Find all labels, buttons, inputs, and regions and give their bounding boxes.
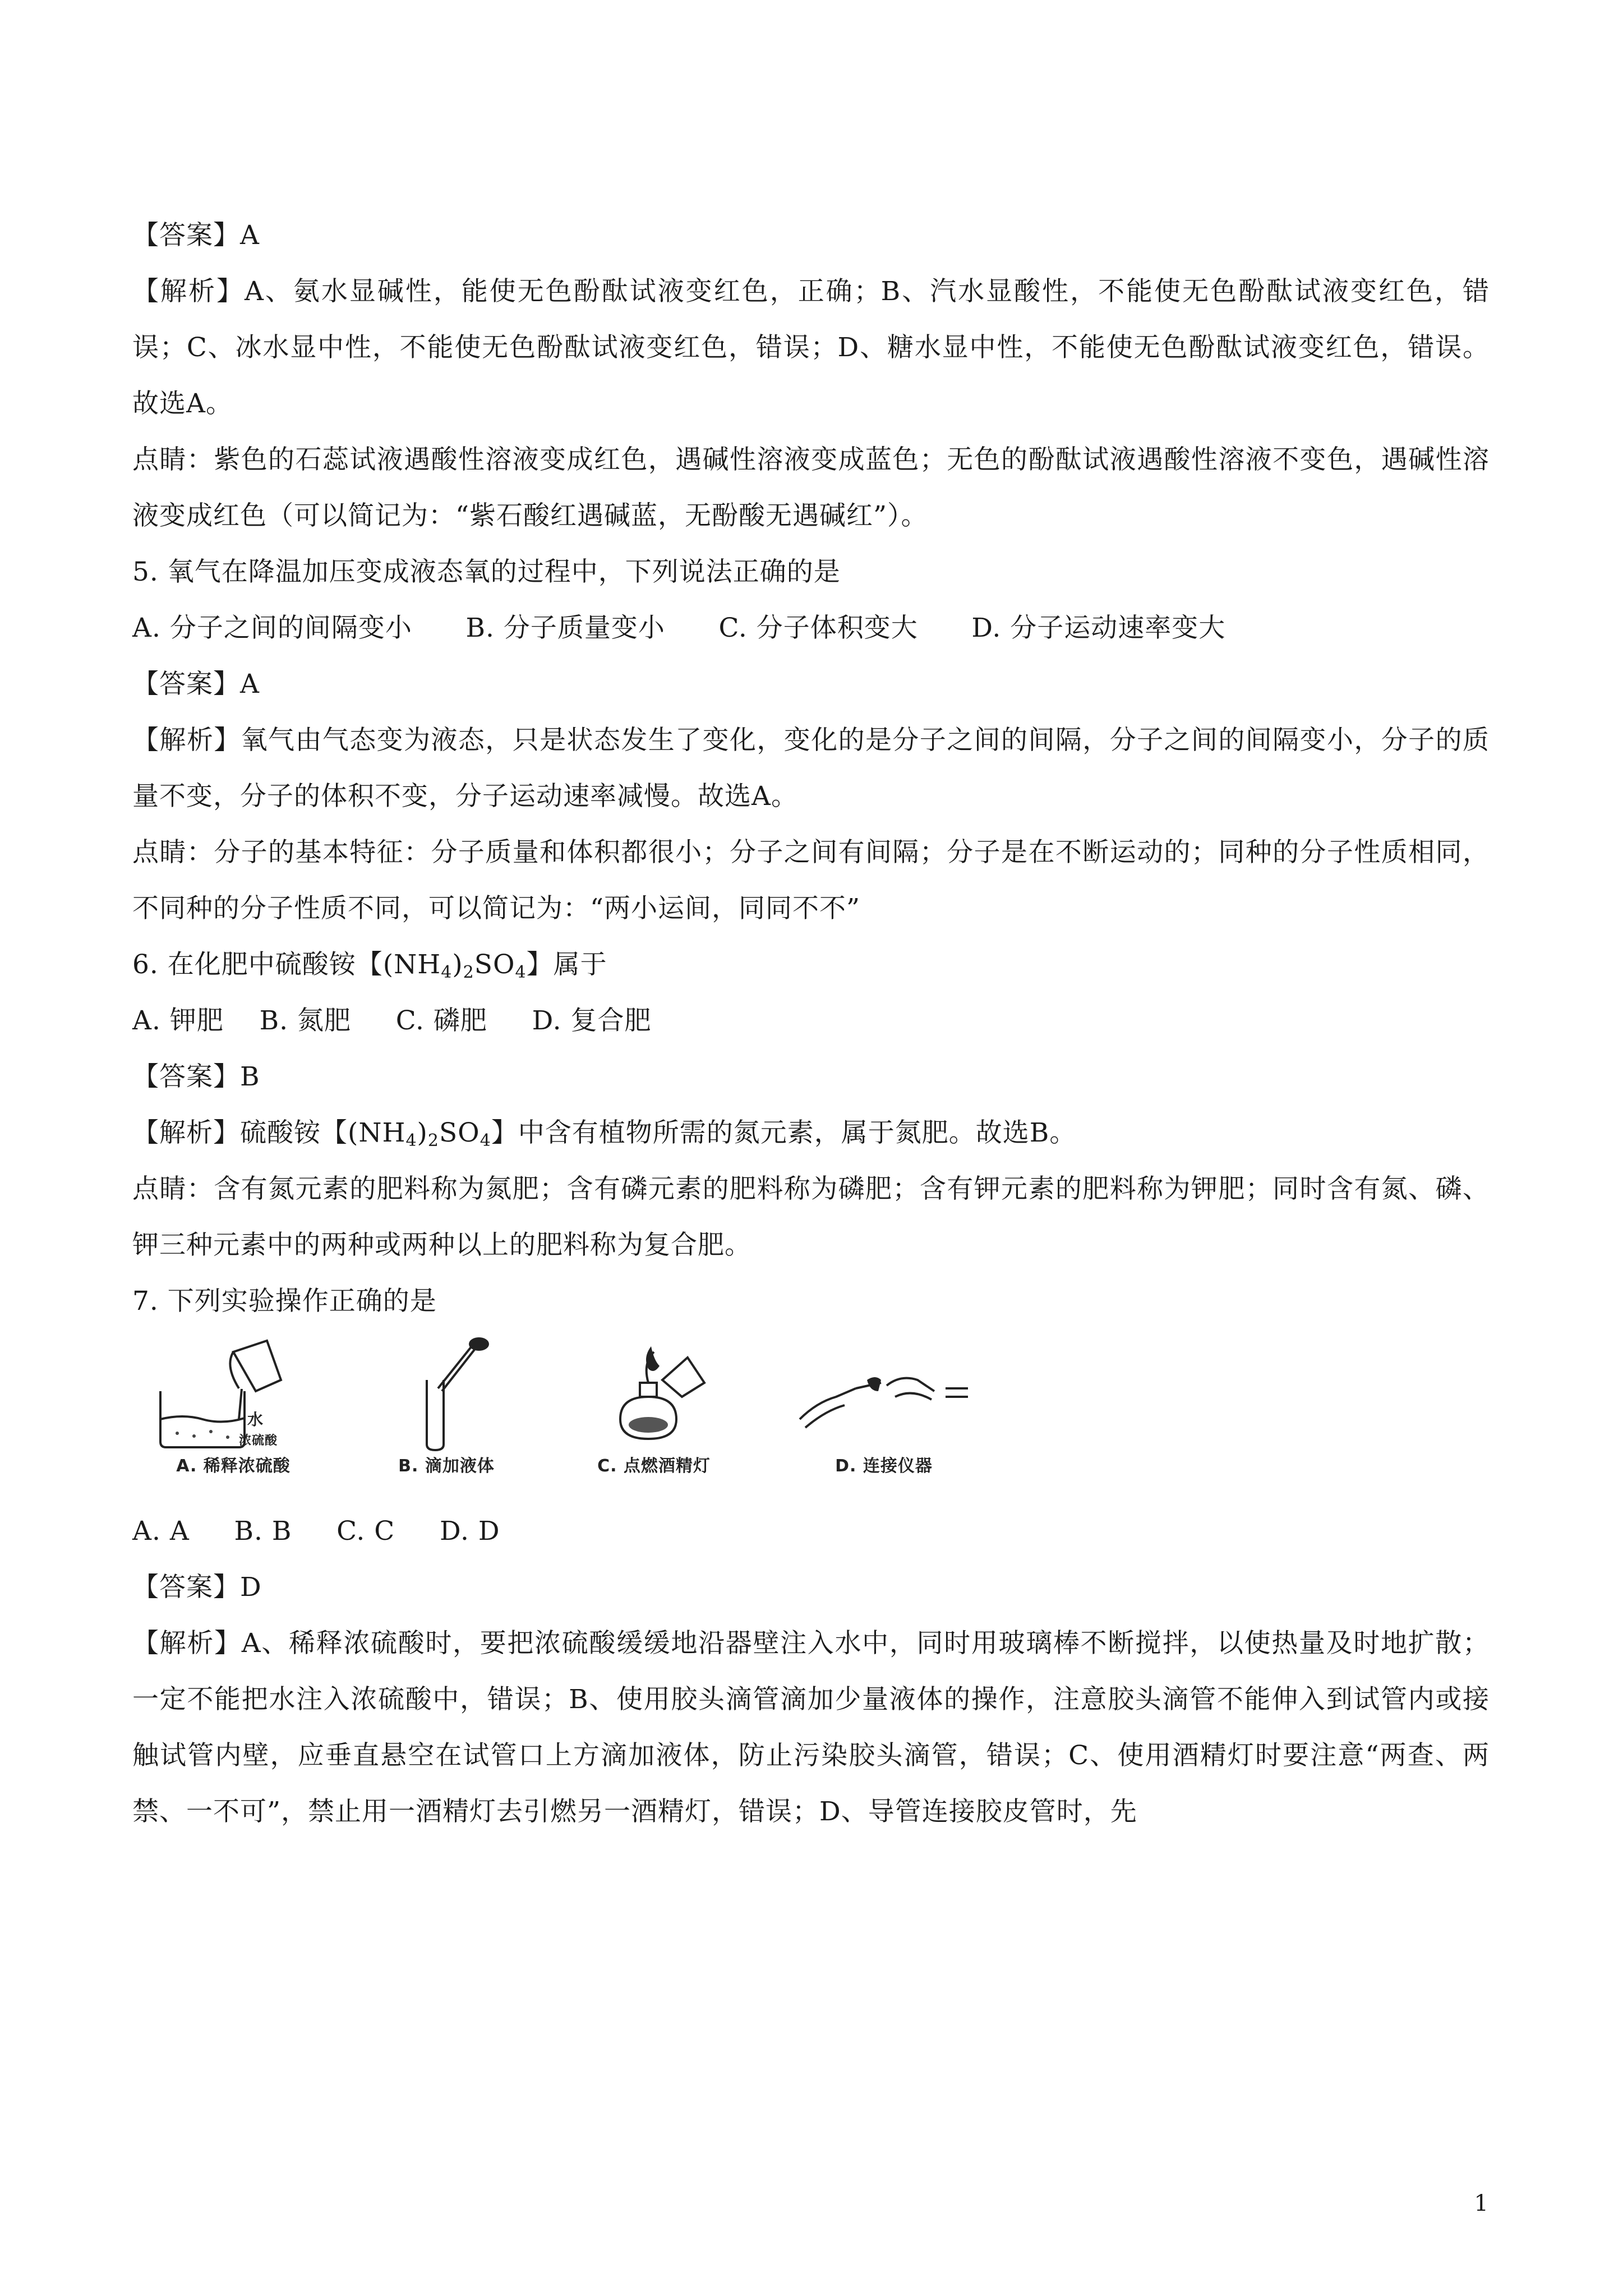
q6-options	[132, 993, 1490, 1049]
q6-tip: 点睛：含有氮元素的肥料称为氮肥；含有磷元素的肥料称为磷肥；含有钾元素的肥料称为钾肥；同时含有氮、磷、钾三种元素中的两种或两种以上的肥料称为复合肥。	[132, 1174, 1490, 1260]
q6-option-b: B. 氮肥	[259, 1005, 352, 1036]
q7-answer: 【答案】D	[132, 1572, 262, 1603]
caption-c: C. 点燃酒精灯	[597, 1456, 711, 1476]
beaker-pouring-icon	[149, 1335, 317, 1453]
caption-b: B. 滴加液体	[398, 1456, 495, 1476]
q6-option-a: A. 钾肥	[132, 1005, 224, 1036]
subscript: 4	[479, 1131, 491, 1151]
subscript: 4	[515, 963, 527, 982]
q5-question: 5. 氧气在降温加压变成液态氧的过程中，下列说法正确的是	[132, 556, 841, 587]
figure-a	[149, 1335, 317, 1478]
q4-answer: 【答案】A	[132, 220, 260, 251]
q6-answer: 【答案】B	[132, 1061, 260, 1092]
q7-option-c: C. C	[336, 1516, 395, 1547]
figure-d	[783, 1335, 985, 1478]
acid-label: 浓硫酸	[239, 1434, 278, 1448]
dropper-test-tube-icon	[374, 1335, 519, 1453]
q5-option-c: C. 分子体积变大	[718, 613, 918, 643]
q5-analysis: 【解析】氧气由气态变为液态，只是状态发生了变化，变化的是分子之间的间隔，分子之间的间隔变小，分子的质量不变，分子的体积不变，分子运动速率减慢。故选A。	[132, 725, 1490, 812]
q7-option-d: D. D	[439, 1516, 500, 1547]
page-number: 1	[1474, 2191, 1488, 2216]
q4-tip: 点睛：紫色的石蕊试液遇酸性溶液变成红色，遇碱性溶液变成蓝色；无色的酚酞试液遇酸性溶液不变色，遇碱性溶液变成红色（可以简记为：“紫石酸红遇碱蓝，无酚酸无遇碱红”）。	[132, 444, 1490, 531]
q6-analysis	[132, 1105, 1490, 1161]
subscript: 4	[441, 963, 453, 982]
q6-option-c: C. 磷肥	[395, 1005, 487, 1036]
q4-analysis: 【解析】A、氨水显碱性，能使无色酚酞试液变红色，正确；B、汽水显酸性，不能使无色酚酞试液变红色，错误；C、冰水显中性，不能使无色酚酞试液变红色，错误；D、糖水显中性，不能使无色酚酞试液变红色，错误。故选A。	[132, 276, 1490, 419]
q7-question: 7. 下列实验操作正确的是	[132, 1286, 437, 1317]
formula-part: SO	[439, 1117, 480, 1148]
q7-options	[132, 1503, 1490, 1559]
q5-options	[132, 600, 1490, 656]
q7-option-a: A. A	[132, 1516, 190, 1547]
q5-answer: 【答案】A	[132, 669, 260, 700]
q6-analysis-text: 【解析】硫酸铵【(NH	[132, 1117, 406, 1148]
paren: )	[417, 1117, 428, 1148]
subscript: 2	[427, 1131, 439, 1151]
q7-option-b: B. B	[234, 1516, 292, 1547]
formula-part: SO	[474, 949, 515, 980]
document-body	[132, 208, 1490, 1840]
caption-d: D. 连接仪器	[835, 1456, 933, 1476]
q6-question	[132, 937, 1490, 993]
water-label: 水	[247, 1410, 264, 1429]
alcohol-lamp-icon	[570, 1335, 738, 1453]
figure-c	[570, 1335, 738, 1478]
q6-option-d: D. 复合肥	[532, 1005, 652, 1036]
q5-option-b: B. 分子质量变小	[465, 613, 665, 643]
paren: )	[452, 949, 463, 980]
subscript: 2	[463, 963, 474, 982]
caption-a: A. 稀释浓硫酸	[176, 1456, 291, 1476]
connecting-tubes-icon	[783, 1335, 985, 1453]
q5-option-a: A. 分子之间的间隔变小	[132, 613, 412, 643]
subscript: 4	[405, 1131, 417, 1151]
q5-tip: 点睛：分子的基本特征：分子质量和体积都很小；分子之间有间隔；分子是在不断运动的；同种的分子性质相同，不同种的分子性质不同，可以简记为：“两小运间，同同不不”	[132, 837, 1490, 924]
q5-option-d: D. 分子运动速率变大	[971, 613, 1226, 643]
q7-figure	[132, 1335, 1490, 1503]
q6-question-text: 6. 在化肥中硫酸铵【(NH	[132, 949, 441, 980]
q6-question-end: 】属于	[526, 949, 607, 980]
q6-analysis-end: 】中含有植物所需的氮元素，属于氮肥。故选B。	[491, 1117, 1077, 1148]
q7-analysis: 【解析】A、稀释浓硫酸时，要把浓硫酸缓缓地沿器壁注入水中，同时用玻璃棒不断搅拌，以使热量及时地扩散；一定不能把水注入浓硫酸中，错误；B、使用胶头滴管滴加少量液体的操作，注意胶头滴管不能伸入到试管内或接触试管内壁，应垂直悬空在试管口上方滴加液体，防止污染胶头滴管，错误；C、使用酒精灯时要注意“两查、两禁、一不可”，禁止用一酒精灯去引燃另一酒精灯，错误；D、导管连接胶皮管时，先	[132, 1628, 1490, 1827]
figure-b	[374, 1335, 519, 1478]
